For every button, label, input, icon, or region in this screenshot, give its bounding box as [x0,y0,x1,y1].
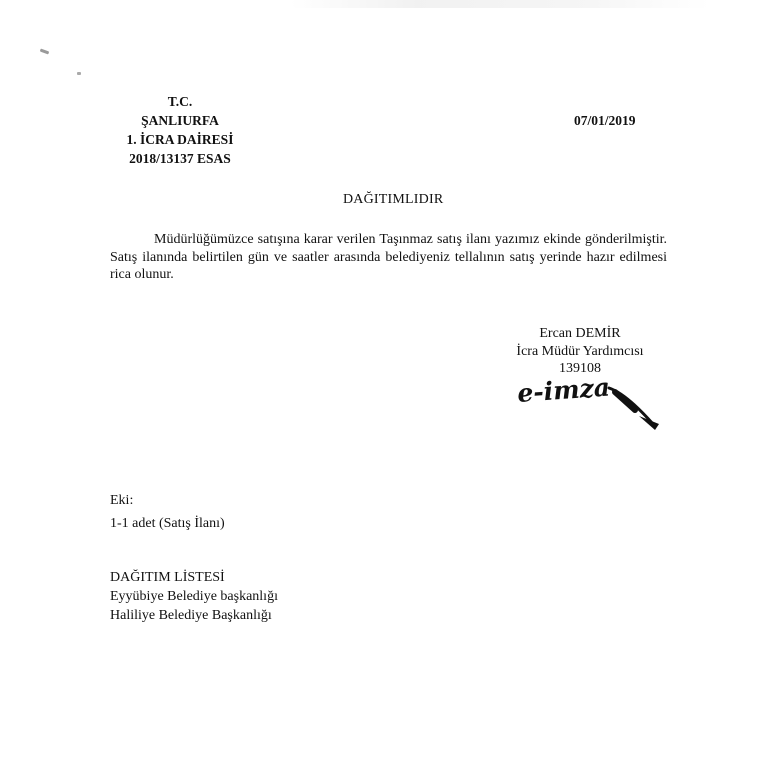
signer-name: Ercan DEMİR [539,326,621,341]
distribution-section [110,568,278,625]
distribution-item: Eyyübiye Belediye başkanlığı [110,589,278,604]
attachments-section [110,489,225,535]
signer-title: İcra Müdür Yardımcısı [516,343,644,359]
pen-icon [609,388,659,430]
header-country: T.C. [167,94,193,109]
scan-speck [77,72,81,75]
signature-block [500,325,660,378]
header-city: ŞANLIURFA [141,113,219,128]
attachments-heading: Eki: [110,493,134,508]
document-subject: DAĞITIMLIDIR [343,192,444,207]
e-signature-label: e-imza [516,372,611,408]
scan-speck [40,49,49,55]
scan-artifact [290,0,710,8]
document-date: 07/01/2019 [574,113,636,128]
attachment-item: 1-1 adet (Satış İlanı) [110,516,225,531]
institution-header [100,92,260,168]
header-office: 1. İCRA DAİRESİ [126,132,234,147]
body-paragraph: Müdürlüğümüzce satışına karar verilen Taşınmaz satış ilanı yazımız ekinde gönderilmiştir. Satış ilanında belirtilen gün ve saatler arasında belediyeniz tellalının satış yerinde hazır edilmesi rica olunur. [110,232,667,282]
signer-id: 139108 [559,361,601,376]
distribution-item: Haliliye Belediye Başkanlığı [110,608,272,623]
e-signature-stamp [515,372,665,434]
distribution-heading: DAĞITIM LİSTESİ [110,570,225,585]
header-case-number: 2018/13137 ESAS [129,151,231,166]
